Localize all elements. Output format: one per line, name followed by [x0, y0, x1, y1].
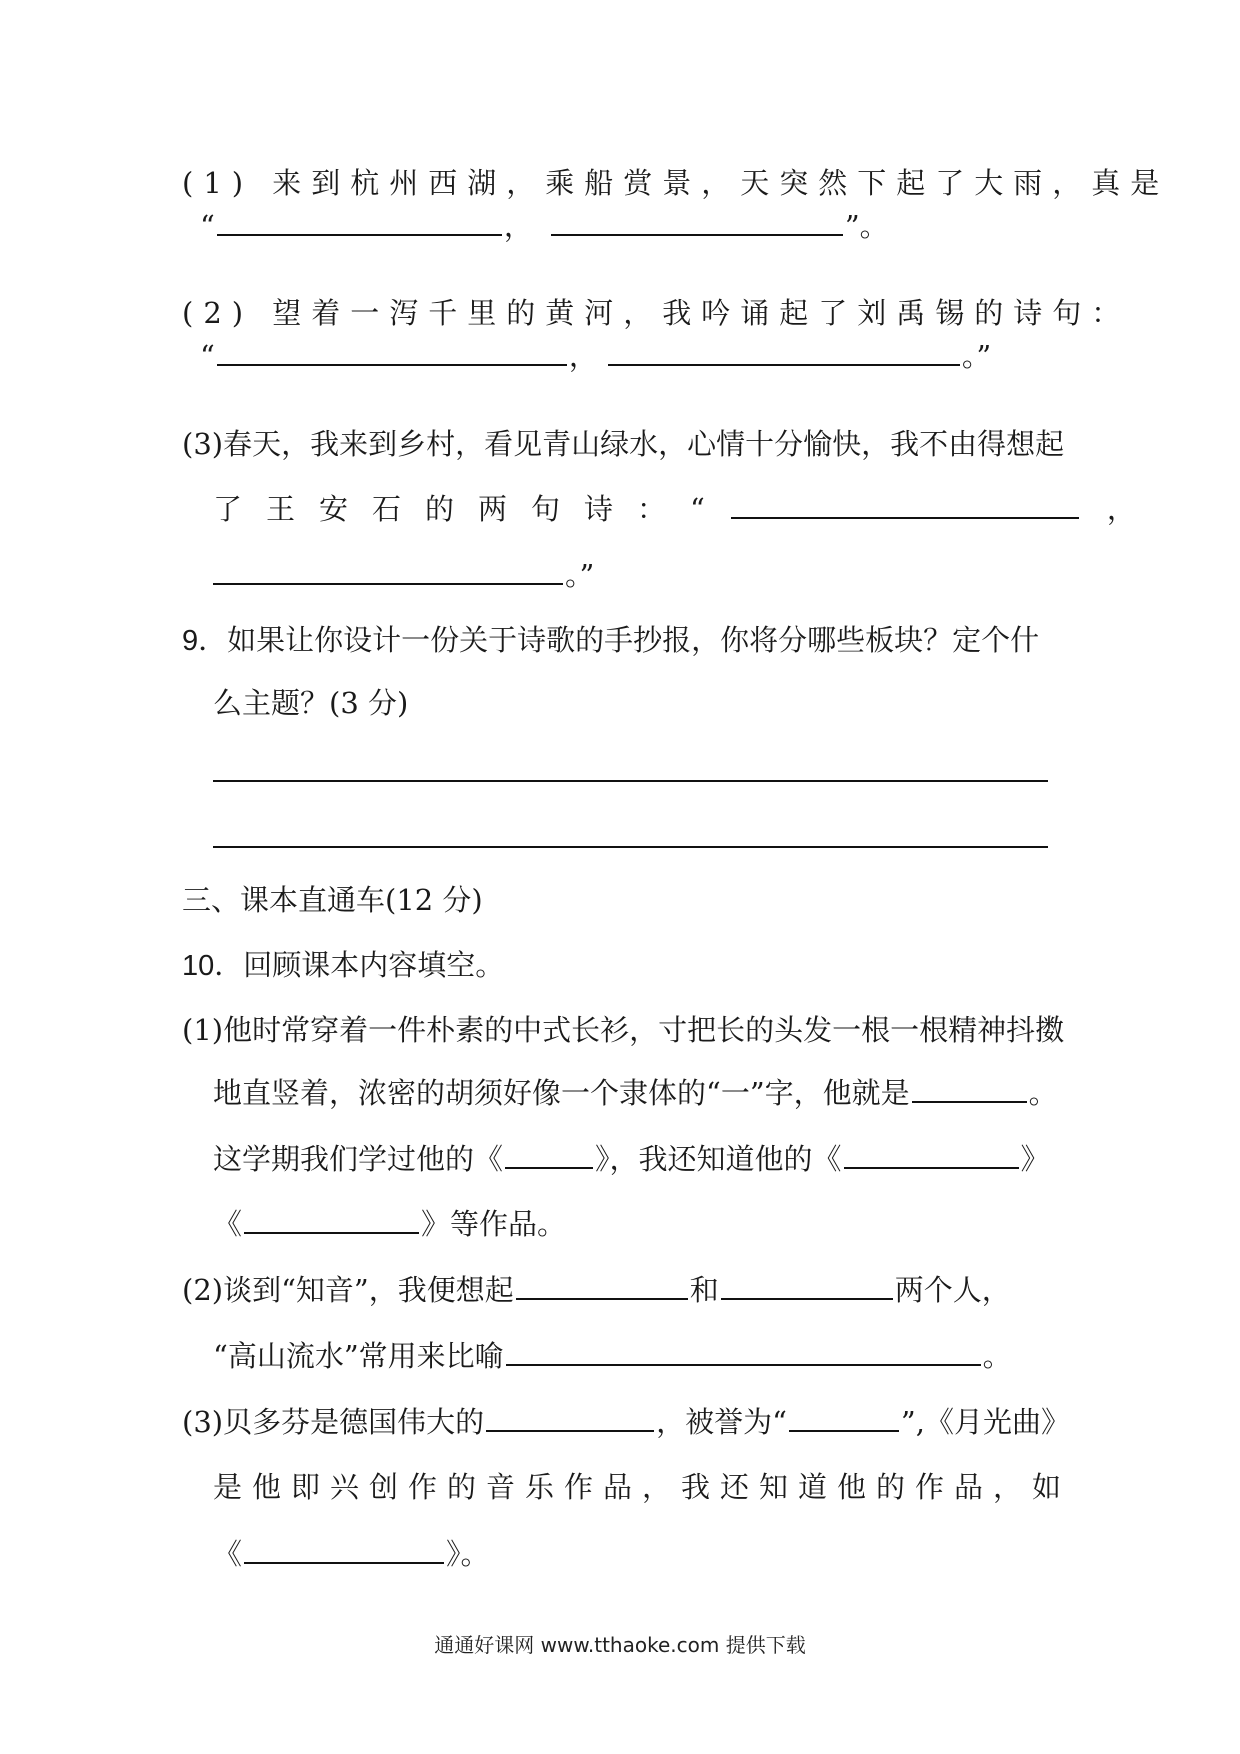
answer-blank[interactable]	[217, 208, 502, 236]
q10-line	[182, 945, 1062, 985]
q9-answer-line-1[interactable]	[213, 780, 1048, 782]
q8-item1-line2: “ ， ”。	[200, 209, 889, 243]
answer-blank[interactable]	[506, 1338, 981, 1366]
q10-item2-line2: “高山流水”常用来比喻 。	[213, 1339, 1012, 1373]
q8-item1-text: (1) 来到杭州西湖，乘船赏景，天突然下起了大雨，真是	[182, 166, 1170, 200]
answer-blank[interactable]	[516, 1272, 688, 1300]
q8-item3-line1	[182, 424, 1065, 464]
answer-blank[interactable]	[244, 1536, 444, 1564]
q9-answer-line-2[interactable]	[213, 846, 1048, 848]
q8-item1-line1	[182, 163, 1170, 203]
answer-blank[interactable]	[505, 1141, 593, 1169]
q10-number: 10．	[182, 950, 244, 982]
answer-blank[interactable]	[213, 557, 563, 585]
answer-blank[interactable]	[244, 1206, 419, 1234]
answer-blank[interactable]	[608, 338, 960, 366]
q10-item1-line4: 《 》等作品。	[213, 1207, 567, 1241]
q9-line1	[182, 620, 1062, 660]
q8-item3-line2: 了王安石的两句诗：“ ，	[213, 492, 1136, 526]
answer-blank[interactable]	[486, 1404, 654, 1432]
answer-blank[interactable]	[217, 338, 567, 366]
q10-item1-line1: (1)他时常穿着一件朴素的中式长衫，寸把长的头发一根一根精神抖擞	[182, 1013, 1065, 1047]
q10-item3-line3: 《 》。	[213, 1537, 490, 1571]
answer-blank[interactable]	[912, 1075, 1027, 1103]
q10-text: 回顾课本内容填空。	[243, 948, 505, 982]
q8-item2-line1	[182, 293, 1131, 333]
q9-line2: 么主题？(3 分)	[213, 686, 409, 720]
q9-number: 9．	[182, 625, 228, 657]
answer-blank[interactable]	[731, 491, 1079, 519]
q9-text: 如果让你设计一份关于诗歌的手抄报，你将分哪些板块？定个什	[227, 623, 1040, 657]
section-3-title: 三、课本直通车(12 分)	[182, 883, 483, 917]
answer-blank[interactable]	[789, 1404, 899, 1432]
q10-item2-line1: (2)谈到“知音”，我便想起 和 两个人，	[182, 1273, 1011, 1307]
answer-blank[interactable]	[844, 1141, 1019, 1169]
answer-blank[interactable]	[551, 208, 843, 236]
q10-item3-line2: 是他即兴创作的音乐作品，我还知道他的作品，如	[213, 1470, 1072, 1504]
q8-item3-text: (3)春天，我来到乡村，看见青山绿水，心情十分愉快，我不由得想起	[182, 427, 1065, 461]
q10-item1-line2: 地直竖着，浓密的胡须好像一个隶体的“一”字，他就是 。	[213, 1076, 1058, 1110]
footer-text: 通通好课网 www.tthaoke.com 提供下载	[434, 1633, 806, 1657]
answer-blank[interactable]	[721, 1272, 893, 1300]
q8-item3-line3: 。”	[213, 555, 1063, 595]
q10-item3-line1: (3)贝多芬是德国伟大的 ，被誉为“ ”,《月光曲》	[182, 1405, 1070, 1439]
q8-item2-line2: “ ， 。”	[200, 339, 992, 373]
q8-item2-text: (2) 望着一泻千里的黄河，我吟诵起了刘禹锡的诗句：	[182, 296, 1131, 330]
q10-item1-line3: 这学期我们学过他的《 》，我还知道他的《 》	[213, 1142, 1050, 1176]
